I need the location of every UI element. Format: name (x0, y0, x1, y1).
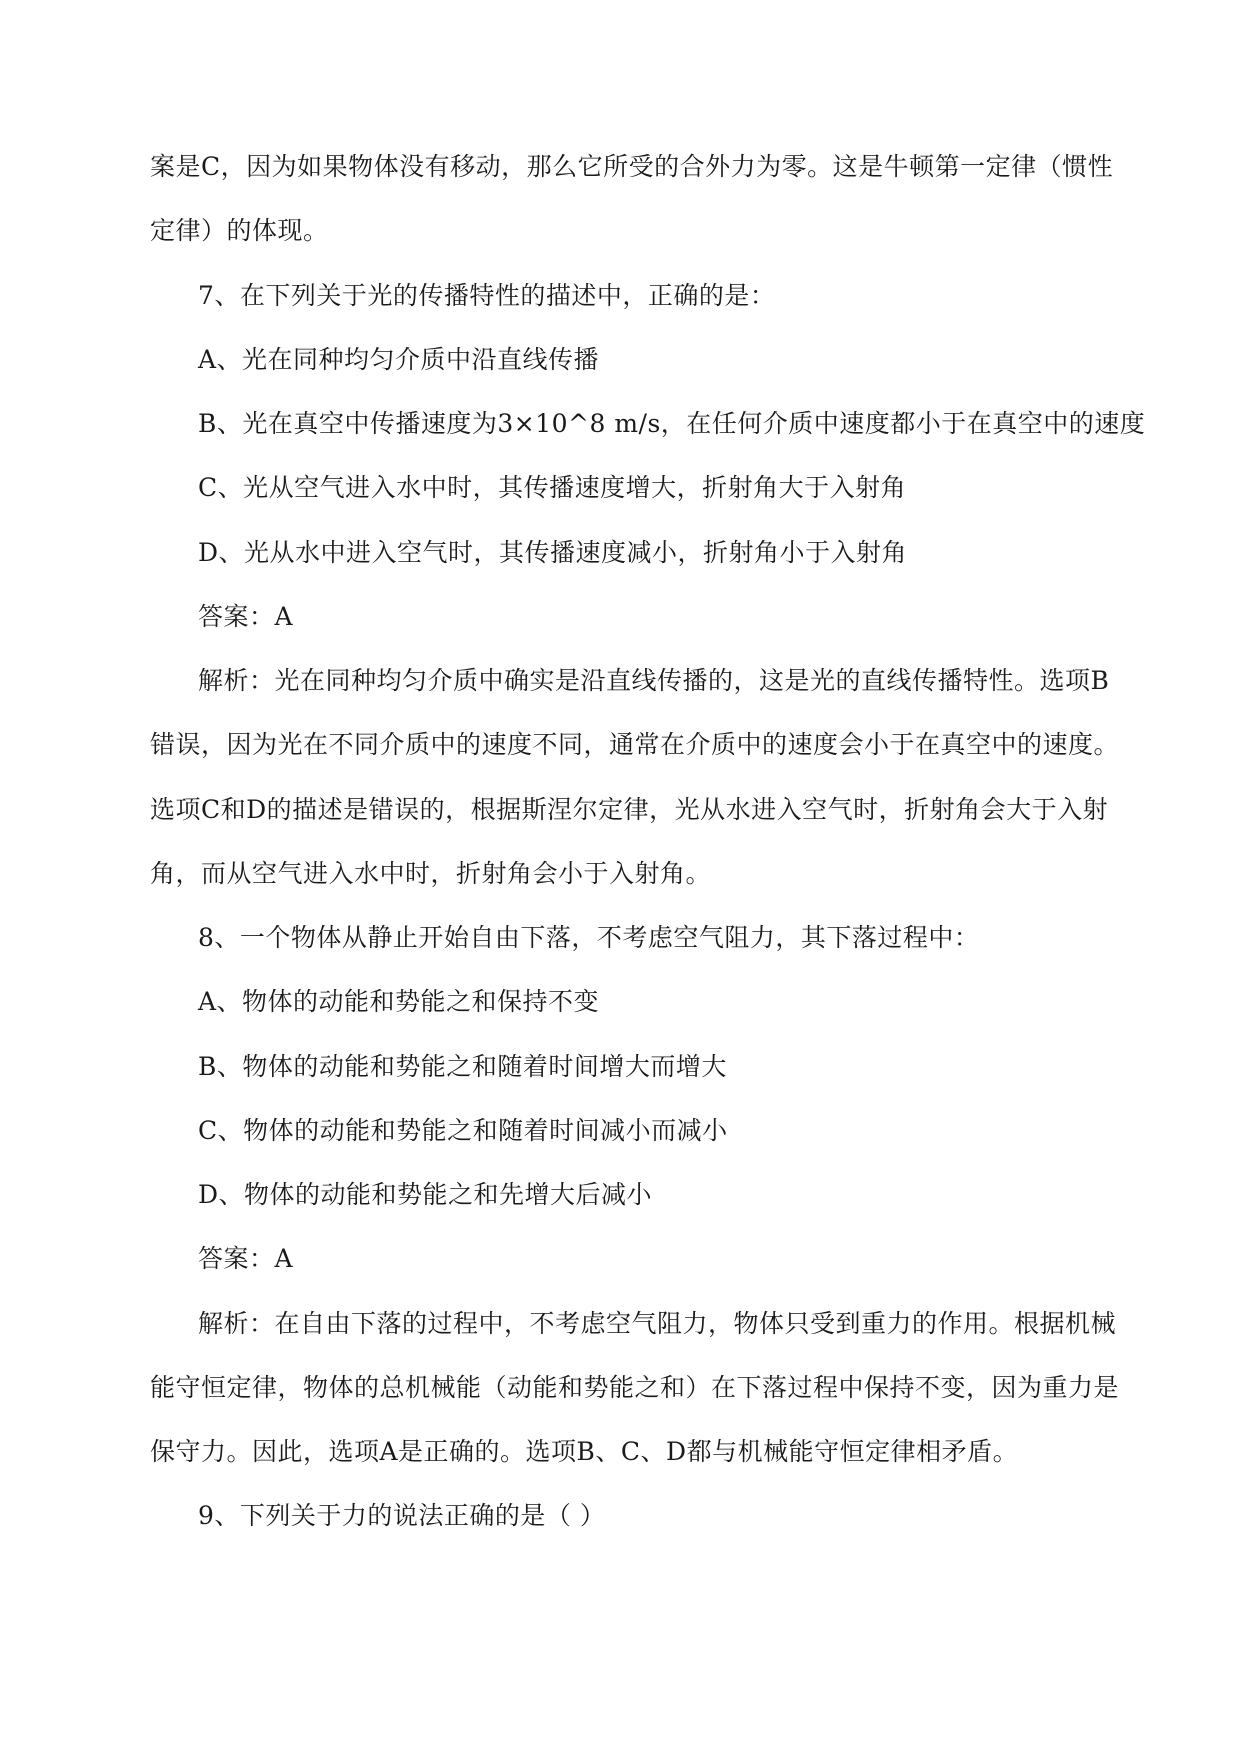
question-7-analysis-line-4: 角，而从空气进入水中时，折射角会小于入射角。 (150, 859, 712, 888)
question-8-option-b: B、物体的动能和势能之和随着时间增大而增大 (198, 1052, 727, 1081)
question-7-analysis-line-1: 解析：光在同种均匀介质中确实是沿直线传播的，这是光的直线传播特性。选项B (198, 666, 1110, 695)
question-8-analysis-line-1: 解析：在自由下落的过程中，不考虑空气阻力，物体只受到重力的作用。根据机械 (198, 1309, 1117, 1338)
question-8-stem: 8、一个物体从静止开始自由下落，不考虑空气阻力，其下落过程中： (198, 923, 980, 952)
question-8-option-c: C、物体的动能和势能之和随着时间减小而减小 (198, 1116, 728, 1145)
question-7-analysis-line-3: 选项C和D的描述是错误的，根据斯涅尔定律，光从水进入空气时，折射角会大于入射 (150, 795, 1109, 824)
question-8-analysis-line-2: 能守恒定律，物体的总机械能（动能和势能之和）在下落过程中保持不变，因为重力是 (150, 1373, 1120, 1402)
question-7-option-a: A、光在同种均匀介质中沿直线传播 (198, 345, 600, 374)
question-8-analysis-line-3: 保守力。因此，选项A是正确的。选项B、C、D都与机械能守恒定律相矛盾。 (150, 1437, 1019, 1466)
question-7-analysis-line-2: 错误，因为光在不同介质中的速度不同，通常在介质中的速度会小于在真空中的速度。 (150, 730, 1120, 759)
question-7-stem: 7、在下列关于光的传播特性的描述中，正确的是： (198, 281, 776, 310)
question-8-option-a: A、物体的动能和势能之和保持不变 (198, 987, 600, 1016)
question-7-option-b: B、光在真空中传播速度为3×10^8 m/s，在任何介质中速度都小于在真空中的速度 (198, 409, 1146, 438)
question-7-answer: 答案：A (198, 602, 294, 631)
question-9-stem: 9、下列关于力的说法正确的是（ ） (198, 1501, 606, 1530)
answer-continuation-line-2: 定律）的体现。 (150, 216, 329, 245)
question-7-option-d: D、光从水中进入空气时，其传播速度减小，折射角小于入射角 (198, 538, 908, 567)
question-8-option-d: D、物体的动能和势能之和先增大后减小 (198, 1180, 653, 1209)
question-7-option-c: C、光从空气进入水中时，其传播速度增大，折射角大于入射角 (198, 473, 907, 502)
answer-continuation-line-1: 案是C，因为如果物体没有移动，那么它所受的合外力为零。这是牛顿第一定律（惯性 (150, 152, 1114, 181)
question-8-answer: 答案：A (198, 1244, 294, 1273)
